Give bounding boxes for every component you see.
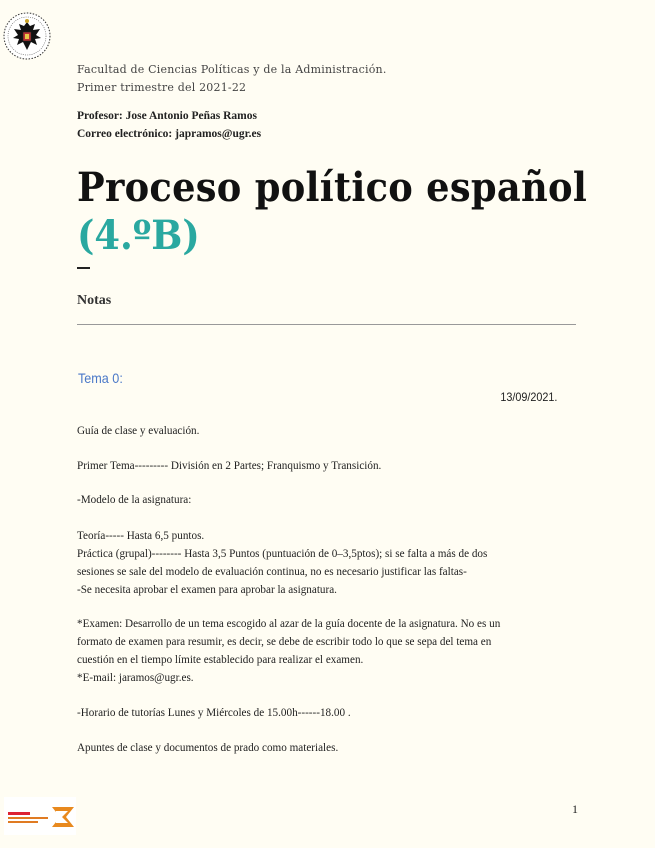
faculty-text: Facultad de Ciencias Políticas y de la Administración. [77, 63, 387, 76]
body-line: sesiones se sale del modelo de evaluación continua, no es necesario justificar las faltas- [77, 564, 467, 578]
body-line: *E-mail: jaramos@ugr.es. [77, 670, 194, 684]
publisher-logo-icon [4, 797, 76, 835]
email-text: Correo electrónico: japramos@ugr.es [77, 128, 262, 140]
professor-text: Profesor: Jose Antonio Peñas Ramos [77, 110, 257, 122]
university-crest-icon [2, 8, 52, 64]
body-line: Apuntes de clase y documentos de prado como materiales. [77, 740, 339, 754]
tema-heading: Tema 0: [78, 370, 123, 386]
document-subtitle: (4.ºB) [77, 212, 200, 259]
body-line: Primer Tema--------- División en 2 Partes; Franquismo y Transición. [77, 458, 382, 472]
body-line: -Modelo de la asignatura: [77, 492, 192, 506]
body-line: -Horario de tutorías Lunes y Miércoles de 15.00h------18.00 . [77, 705, 351, 719]
title-divider-dash [77, 267, 90, 269]
body-line: Guía de clase y evaluación. [77, 423, 200, 437]
body-line: Teoría----- Hasta 6,5 puntos. [77, 528, 205, 542]
body-line: -Se necesita aprobar el examen para aprobar la asignatura. [77, 582, 337, 596]
body-line: *Examen: Desarrollo de un tema escogido al azar de la guía docente de la asignatura. No es un [77, 616, 501, 630]
body-line: Práctica (grupal)-------- Hasta 3,5 Puntos (puntuación de 0–3,5ptos); si se falta a más de dos [77, 546, 488, 560]
body-line: formato de examen para resumir, es decir, se debe de escribir todo lo que se sepa del tema en [77, 634, 492, 648]
term-text: Primer trimestre del 2021-22 [77, 81, 247, 94]
page-number: 1 [572, 802, 578, 816]
horizontal-rule [77, 324, 576, 325]
section-label: Notas [77, 293, 112, 308]
note-date: 13/09/2021. [499, 390, 557, 404]
body-line: cuestión en el tiempo límite establecido para realizar el examen. [77, 652, 364, 666]
document-title: Proceso político español [77, 164, 588, 211]
